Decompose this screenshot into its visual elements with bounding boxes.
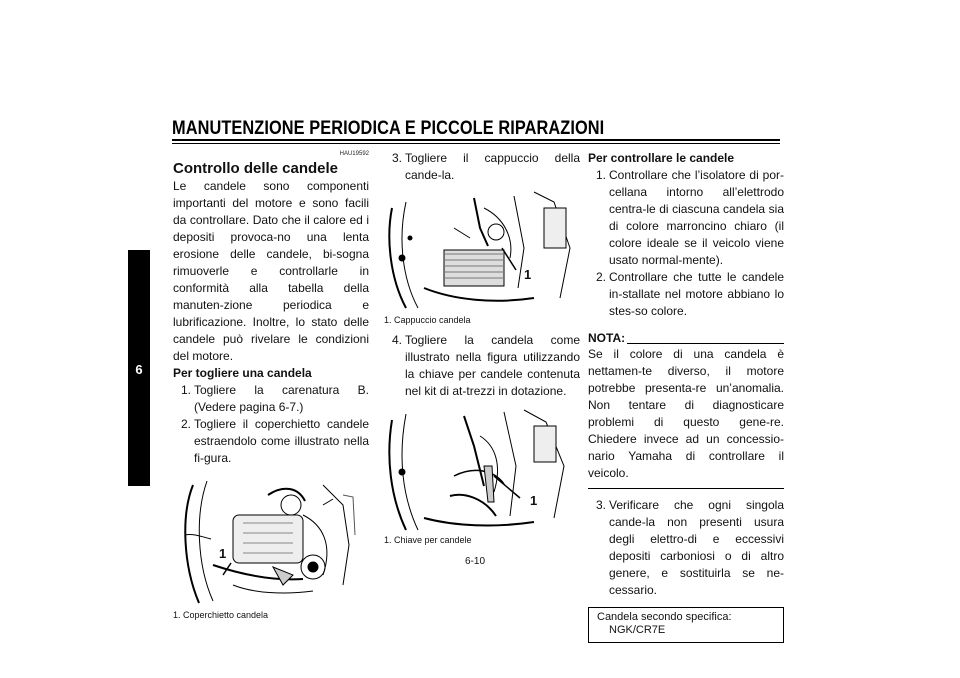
list-item: 1. Togliere la carenatura B. (Vedere pagina 6-7.): [181, 383, 369, 414]
section-code: HAU19592: [339, 151, 369, 157]
column-right: [588, 150, 784, 643]
chapter-number: 6: [135, 362, 143, 377]
removal-heading: Per togliere una candela: [173, 366, 312, 380]
nota-header: [588, 330, 784, 346]
chapter-tab: [128, 250, 150, 486]
check-heading: Per controllare le candele: [588, 151, 735, 165]
figure-spark-plug-cap: [384, 188, 580, 312]
list-item: 1. Controllare che l’isolatore di por-cellana intorno all’elettrodo centra-le di ciascuna candela sia di colore marroncino chiaro (il colore ideale se il veicolo viene usato normal-mente).: [596, 168, 784, 267]
engine-illustration-1: [173, 475, 369, 607]
spec-label: Candela secondo specifica:: [597, 611, 732, 623]
engine-illustration-2: [384, 188, 580, 312]
section-title: Controllo delle candele: [173, 160, 339, 177]
figure-callout: 1: [219, 546, 227, 561]
header-rule: [172, 139, 780, 141]
nota-text: Se il colore di una candela è nettamen-te diverso, il motore potrebbe presenta-re un’anomalia. Non tentare di diagnosticare problemi di questo gene-re. Chiedere invece ad un concessio-nario Yamaha di controllare il veicolo.: [588, 347, 784, 480]
figure-caption: 1. Cappuccio candela: [384, 315, 471, 325]
removal-steps-list-cont: [384, 150, 580, 184]
header-rule-thin: [172, 143, 780, 144]
nota-divider: [588, 488, 784, 489]
nota-label: NOTA:: [588, 331, 626, 345]
spec-value: NGK/CR7E: [609, 624, 666, 636]
removal-steps-list-cont-2: [384, 332, 580, 400]
figure-caption: 1. Coperchietto candela: [173, 610, 269, 620]
list-item: 4. Togliere la candela come illustrato nella figura utilizzando la chiave per candele contenuta nel kit di at-trezzi in dotazione.: [392, 333, 580, 398]
figure-spark-plug-cover: [173, 475, 369, 607]
check-steps-list-cont: [588, 497, 784, 599]
figure-caption: 1. Chiave per candele: [384, 535, 472, 545]
list-item: 2. Togliere il coperchietto candele estraendolo come illustrato nella fi-gura.: [181, 417, 369, 465]
spec-box: [588, 607, 784, 643]
list-item: 3. Verificare che ogni singola cande-la non presenti usura degli elettro-di e eccessivi depositi carboniosi o di altro genere, e sostituirla se ne-cessario.: [596, 498, 784, 597]
figure-spark-plug-wrench: [384, 406, 580, 532]
list-item: 3. Togliere il cappuccio della cande-la.: [392, 151, 580, 182]
figure-callout: 1: [524, 267, 532, 282]
list-item: 2. Controllare che tutte le candele in-stallate nel motore abbiano lo stes-so colore.: [596, 270, 784, 318]
figure-callout: 1: [530, 493, 538, 508]
page-header-title: MANUTENZIONE PERIODICA E PICCOLE RIPARAZIONI: [172, 118, 605, 139]
column-left: [173, 150, 369, 621]
column-middle: [384, 150, 580, 546]
engine-illustration-3: [384, 406, 580, 532]
removal-steps-list: [173, 382, 369, 467]
intro-paragraph: Le candele sono componenti importanti del motore e sono facili da controllare. Dato che il calore ed i depositi provoca-no una lenta erosione delle candele, bi-sogna rimuoverle e controllarle in conformità alla tabella della manuten-zione periodica e lubrificazione. Inoltre, lo stato delle candele può rivelare le condizioni del motore.: [173, 179, 369, 363]
page-number: 6-10: [465, 556, 486, 567]
check-steps-list: [588, 167, 784, 320]
